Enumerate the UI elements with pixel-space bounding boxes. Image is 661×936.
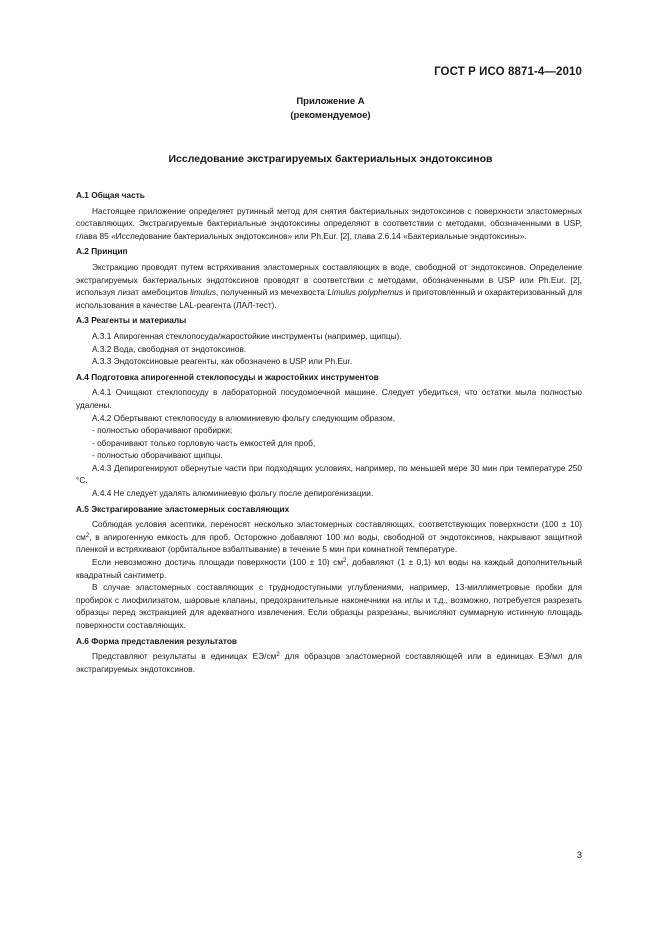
standard-number: ГОСТ Р ИСО 8871-4—2010 <box>434 66 582 78</box>
section-a3-item: А.3.2 Вода, свободная от эндотоксинов. <box>92 343 247 354</box>
section-a4-p2: А.4.2 Обертывают стеклопосуду в алюминиевую фольгу следующим образом, <box>92 412 396 423</box>
section-a3-item: А.3.3 Эндотоксиновые реагенты, как обозначено в USP или Ph.Eur. <box>92 356 353 367</box>
section-a6-p1: Представляют результаты в единицах $ЕЭ/см^2$ для образцов эластомерной составляющей или в единицах ЕЭ/мл для экстрагируемых эндотоксинов. <box>76 651 582 674</box>
section-a3-heading: А.3 Реагенты и материалы <box>76 315 187 326</box>
section-a4-p4: А.4.4 Не следует удалять алюминиевую фольгу после депирогенизации. <box>92 488 374 499</box>
section-a4-bullet: - полностью оборачивают пробирки; <box>92 425 233 436</box>
section-a6-heading: А.6 Форма представления результатов <box>76 635 237 646</box>
page-number: 3 <box>576 850 582 860</box>
annex-title: Исследование экстрагируемых бактериальных эндотоксинов <box>168 153 493 165</box>
section-a4-bullet: - оборачивают только горловую часть емкостей для проб, <box>92 437 316 448</box>
section-a4-bullet: - полностью оборачивают щипцы. <box>92 450 223 461</box>
section-a4-heading: А.4 Подготовка апирогенной стеклопосуды и жаростойких инструментов <box>76 371 379 382</box>
section-a2-heading: А.2 Принцип <box>76 246 128 257</box>
section-a4-p3: А.4.3 Депирогенируют обернутые части при подходящих условиях, например, по меньшей мере 30 мин при температуре 250 °С. <box>76 462 582 486</box>
section-a4-p1: А.4.1 Очищают стеклопосуду в лабораторной посудомоечной машине. Следует убедиться, что остатки мыла полностью удалены. <box>76 387 582 410</box>
section-a2-text: Экстракцию проводят путем встряхивания эластомерных составляющих в воде, свободной от эндотоксинов. Определение экстрагируемых бактериальных эндотоксинов проводят в соответствии с методами, обозначенными в USP или Ph.Eur. [2], используя лизат амебоцитов limulus, полученный из мечехвоста Limulus polyphemus и приготовленный и охарактеризованный для использования в качестве LAL-реагента (ЛАЛ-тест). <box>76 261 582 310</box>
annex-body <box>76 186 582 675</box>
section-a5-p3: В случае эластомерных составляющих с труднодоступными углублениями, например, 13-миллиметровые пробки для пробирок с лиофилизатом, шаровые клапаны, предохранительные наконечники на иглы и т.д., возможно, потребуется разрезать образцы перед экстракцией для адекватного извлечения. Если образцы разрезаны, вычисляют суммарную истинную площадь поверхности составляющих. <box>76 582 582 630</box>
section-a5-p1: Соблюдая условия асептики, переносят несколько эластомерных составляющих, соответствующих поверхности (100 ± 10) $см^2$, в апирогенную емкость для проб. Осторожно добавляют 100 мл воды, свободной от эндотоксинов, накрывают защитной пленкой и встряхивают (орбитальное взбалтывание) в течение 5 мин при комнатной температуре. <box>76 519 582 555</box>
section-a3-item: А.3.1 Апирогенная стеклопосуда/жаростойкие инструменты (например, щипцы). <box>92 330 402 341</box>
annex-label: Приложение А <box>296 96 365 107</box>
section-a5-heading: А.5 Экстрагирование эластомерных составляющих <box>76 503 290 514</box>
section-a1-heading: А.1 Общая часть <box>76 190 145 200</box>
section-a5-p2: Если невозможно достичь площади поверхности (100 ± 10) $см^2$, добавляют (1 ± 0,1) мл воды на каждый дополнительный квадратный сантиметр. <box>76 557 582 580</box>
annex-heading <box>0 95 661 123</box>
section-a1-text: Настоящее приложение определяет рутинный метод для снятия бактериальных эндотоксинов с поверхности эластомерных составляющих. Экстрагируемые бактериальные эндотоксины определяют в соответствии с методами, обозначенными в USP, глава 85 «Исследование бактериальных эндотоксинов» или Ph.Eur. [2], глава 2.6.14 «Бактериальные эндотоксины». <box>76 205 582 241</box>
annex-status: (рекомендуемое) <box>290 110 371 121</box>
